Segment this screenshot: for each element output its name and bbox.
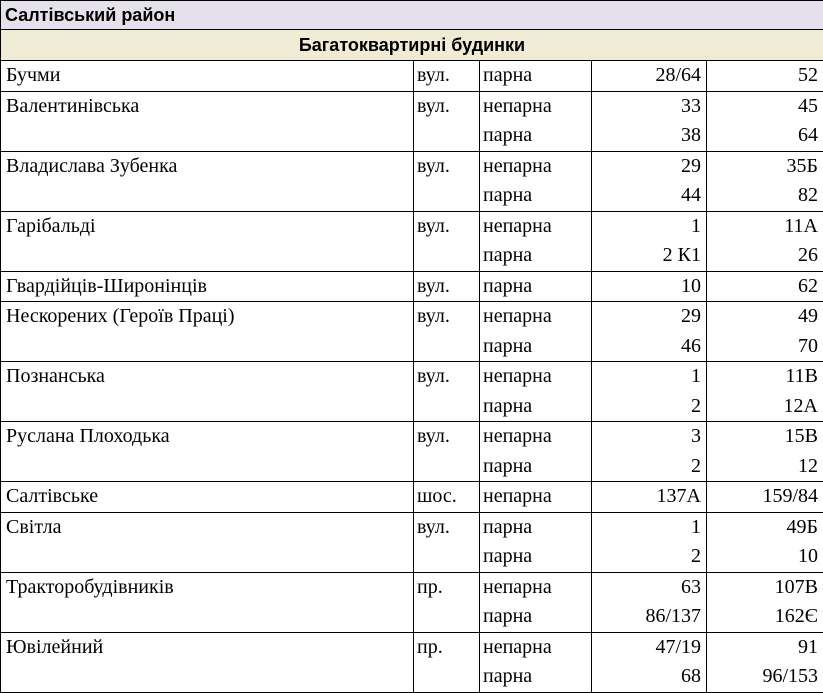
street-name-cell[interactable] <box>1 452 414 482</box>
street-name-cell[interactable]: Гарібальді <box>1 211 414 241</box>
from-number-cell[interactable]: 1 <box>592 362 707 392</box>
street-name-cell[interactable] <box>1 241 414 271</box>
to-number-cell[interactable]: 12 <box>707 452 823 482</box>
street-type-cell[interactable]: вул. <box>414 151 480 181</box>
street-type-cell[interactable]: вул. <box>414 211 480 241</box>
from-number-cell[interactable]: 44 <box>592 181 707 211</box>
street-name-cell[interactable] <box>1 602 414 632</box>
street-name-cell[interactable]: Валентинівська <box>1 91 414 121</box>
table-row <box>1 602 823 632</box>
table-row <box>1 452 823 482</box>
to-number-cell[interactable]: 96/153 <box>707 662 823 692</box>
table-row <box>1 91 823 121</box>
table-row <box>1 662 823 692</box>
from-number-cell[interactable]: 28/64 <box>592 61 707 92</box>
table-row <box>1 512 823 542</box>
table-row <box>1 332 823 362</box>
street-type-cell[interactable]: вул. <box>414 422 480 452</box>
street-name-cell[interactable] <box>1 662 414 692</box>
street-type-cell[interactable] <box>414 662 480 692</box>
to-number-cell[interactable]: 26 <box>707 241 823 271</box>
to-number-cell[interactable]: 162Є <box>707 602 823 632</box>
from-number-cell[interactable]: 2 <box>592 542 707 572</box>
parity-cell[interactable]: непарна <box>480 572 592 602</box>
street-type-cell[interactable] <box>414 542 480 572</box>
street-type-cell[interactable]: шос. <box>414 482 480 513</box>
parity-cell[interactable]: парна <box>480 241 592 271</box>
to-number-cell[interactable]: 49Б <box>707 512 823 542</box>
to-number-cell[interactable]: 159/84 <box>707 482 823 513</box>
street-type-cell[interactable]: вул. <box>414 362 480 392</box>
parity-cell[interactable]: непарна <box>480 211 592 241</box>
street-name-cell[interactable]: Ювілейний <box>1 632 414 662</box>
from-number-cell[interactable]: 68 <box>592 662 707 692</box>
street-type-cell[interactable] <box>414 452 480 482</box>
parity-cell[interactable]: парна <box>480 392 592 422</box>
from-number-cell[interactable]: 33 <box>592 91 707 121</box>
table-row <box>1 482 823 513</box>
street-name-cell[interactable]: Тракторобудівників <box>1 572 414 602</box>
street-name-cell[interactable]: Бучми <box>1 61 414 92</box>
parity-cell[interactable]: непарна <box>480 362 592 392</box>
street-type-cell[interactable]: вул. <box>414 302 480 332</box>
from-number-cell[interactable]: 29 <box>592 151 707 181</box>
to-number-cell[interactable]: 64 <box>707 121 823 151</box>
street-name-cell[interactable]: Гвардійців-Широнінців <box>1 271 414 302</box>
street-name-cell[interactable]: Нескорених (Героїв Праці) <box>1 302 414 332</box>
parity-cell[interactable]: парна <box>480 662 592 692</box>
street-name-cell[interactable] <box>1 121 414 151</box>
street-name-cell[interactable] <box>1 181 414 211</box>
street-name-cell[interactable]: Салтівське <box>1 482 414 513</box>
parity-cell[interactable]: парна <box>480 512 592 542</box>
table-row <box>1 211 823 241</box>
street-type-cell[interactable] <box>414 332 480 362</box>
from-number-cell[interactable]: 1 <box>592 211 707 241</box>
street-type-cell[interactable]: вул. <box>414 91 480 121</box>
to-number-cell[interactable]: 12А <box>707 392 823 422</box>
parity-cell[interactable]: парна <box>480 271 592 302</box>
table-row <box>1 181 823 211</box>
from-number-cell[interactable]: 29 <box>592 302 707 332</box>
table-row <box>1 362 823 392</box>
table-row <box>1 632 823 662</box>
from-number-cell[interactable]: 2 <box>592 392 707 422</box>
district-title[interactable]: Салтівський район <box>1 1 823 30</box>
table-row <box>1 61 823 92</box>
street-type-cell[interactable]: пр. <box>414 632 480 662</box>
parity-cell[interactable]: парна <box>480 542 592 572</box>
table-row <box>1 392 823 422</box>
from-number-cell[interactable]: 10 <box>592 271 707 302</box>
to-number-cell[interactable]: 62 <box>707 271 823 302</box>
to-number-cell[interactable]: 11В <box>707 362 823 392</box>
from-number-cell[interactable]: 38 <box>592 121 707 151</box>
table-row <box>1 302 823 332</box>
parity-cell[interactable]: непарна <box>480 632 592 662</box>
table-row <box>1 151 823 181</box>
from-number-cell[interactable]: 2 <box>592 452 707 482</box>
to-number-cell[interactable]: 49 <box>707 302 823 332</box>
table-row <box>1 542 823 572</box>
to-number-cell[interactable]: 11А <box>707 211 823 241</box>
parity-cell[interactable]: парна <box>480 452 592 482</box>
parity-cell[interactable]: парна <box>480 121 592 151</box>
section-title[interactable]: Багатоквартирні будинки <box>1 30 823 61</box>
street-type-cell[interactable] <box>414 392 480 422</box>
parity-cell[interactable]: непарна <box>480 422 592 452</box>
table-row <box>1 121 823 151</box>
parity-cell[interactable]: непарна <box>480 302 592 332</box>
to-number-cell[interactable]: 52 <box>707 61 823 92</box>
street-type-cell[interactable] <box>414 602 480 632</box>
street-type-cell[interactable] <box>414 181 480 211</box>
from-number-cell[interactable]: 137А <box>592 482 707 513</box>
to-number-cell[interactable]: 10 <box>707 542 823 572</box>
to-number-cell[interactable]: 107В <box>707 572 823 602</box>
street-name-cell[interactable] <box>1 542 414 572</box>
to-number-cell[interactable]: 35Б <box>707 151 823 181</box>
street-name-cell[interactable]: Владислава Зубенка <box>1 151 414 181</box>
from-number-cell[interactable]: 2 К1 <box>592 241 707 271</box>
from-number-cell[interactable]: 86/137 <box>592 602 707 632</box>
to-number-cell[interactable]: 70 <box>707 332 823 362</box>
street-type-cell[interactable] <box>414 121 480 151</box>
to-number-cell[interactable]: 91 <box>707 632 823 662</box>
to-number-cell[interactable]: 82 <box>707 181 823 211</box>
parity-cell[interactable]: непарна <box>480 151 592 181</box>
address-table-body <box>1 0 823 692</box>
from-number-cell[interactable]: 1 <box>592 512 707 542</box>
from-number-cell[interactable]: 47/19 <box>592 632 707 662</box>
from-number-cell[interactable]: 3 <box>592 422 707 452</box>
from-number-cell[interactable]: 46 <box>592 332 707 362</box>
street-type-cell[interactable] <box>414 241 480 271</box>
parity-cell[interactable]: парна <box>480 332 592 362</box>
to-number-cell[interactable]: 45 <box>707 91 823 121</box>
section-row <box>1 30 823 61</box>
parity-cell[interactable]: непарна <box>480 482 592 513</box>
parity-cell[interactable]: непарна <box>480 91 592 121</box>
table-row <box>1 241 823 271</box>
district-row <box>1 1 823 30</box>
street-type-cell[interactable]: вул. <box>414 61 480 92</box>
parity-cell[interactable]: парна <box>480 602 592 632</box>
parity-cell[interactable]: парна <box>480 61 592 92</box>
table-row <box>1 271 823 302</box>
table-row <box>1 422 823 452</box>
to-number-cell[interactable]: 15В <box>707 422 823 452</box>
parity-cell[interactable]: парна <box>480 181 592 211</box>
street-name-cell[interactable] <box>1 392 414 422</box>
street-type-cell[interactable]: вул. <box>414 271 480 302</box>
street-name-cell[interactable]: Руслана Плоходька <box>1 422 414 452</box>
table-row <box>1 572 823 602</box>
street-name-cell[interactable]: Познанська <box>1 362 414 392</box>
street-type-cell[interactable]: пр. <box>414 572 480 602</box>
street-name-cell[interactable]: Світла <box>1 512 414 542</box>
street-type-cell[interactable]: вул. <box>414 512 480 542</box>
street-name-cell[interactable] <box>1 332 414 362</box>
from-number-cell[interactable]: 63 <box>592 572 707 602</box>
